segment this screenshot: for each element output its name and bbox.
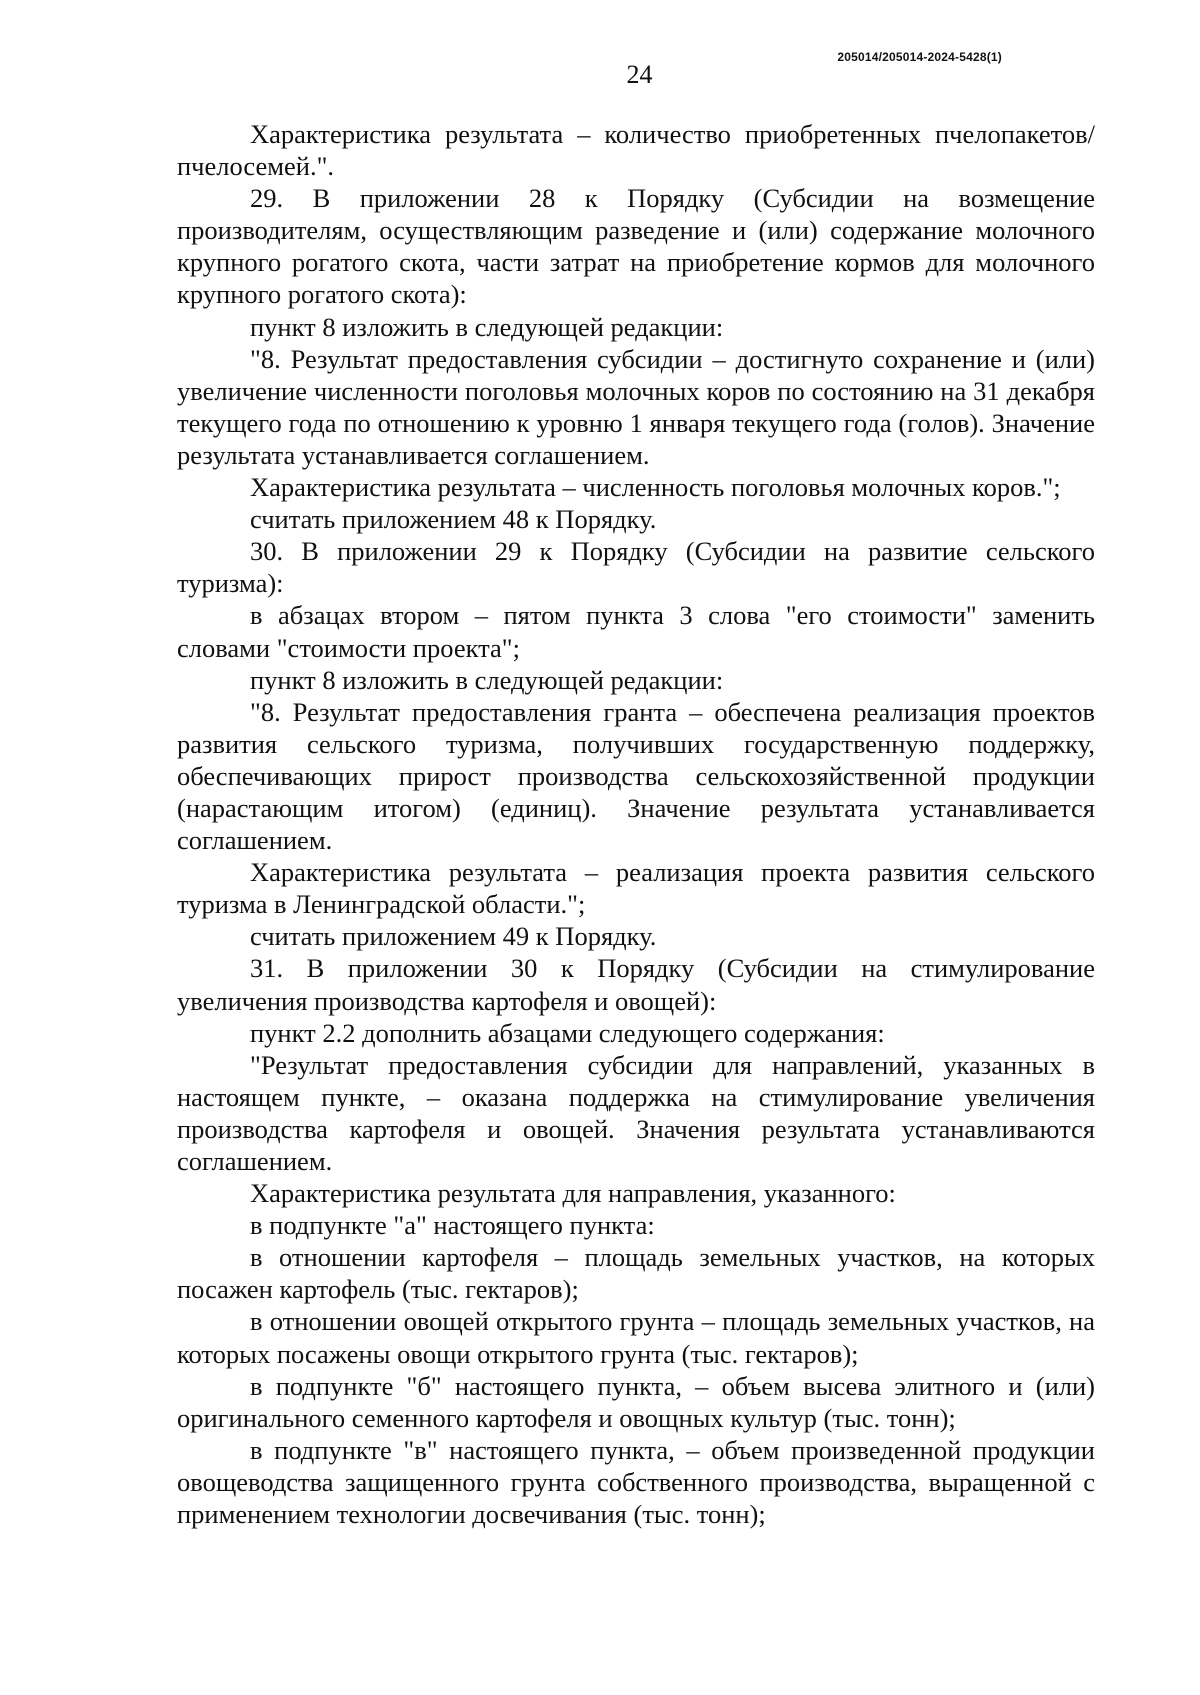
paragraph: пункт 8 изложить в следующей редакции: [250, 664, 724, 695]
paragraph: в отношении овощей открытого грунта – площадь земельных участков, на которых посажены овощи открытого грунта (тыс. гектаров); [177, 1306, 1095, 1369]
paragraph: в абзацах втором – пятом пункта 3 слова "его стоимости" заменить словами "стоимости проекта"; [177, 600, 1095, 663]
paragraph: 31. В приложении 30 к Порядку (Субсидии на стимулирование увеличения производства картофеля и овощей): [177, 953, 1095, 1016]
paragraph: считать приложением 48 к Порядку. [250, 504, 657, 535]
paragraph: в отношении картофеля – площадь земельных участков, на которых посажен картофель (тыс. гектаров); [177, 1242, 1095, 1305]
paragraph: пункт 2.2 дополнить абзацами следующего содержания: [250, 1017, 885, 1048]
paragraph: "8. Результат предоставления гранта – обеспечена реализация проектов развития сельского туризма, получивших государственную поддержку, обеспечивающих прирост производства сельскохозяйственной продукции (нарастающим итогом) (единиц). Значение результата устанавливается соглашением. [177, 696, 1095, 856]
paragraph: в подпункте "б" настоящего пункта, – объем высева элитного и (или) оригинального семенного картофеля и овощных культур (тыс. тонн); [177, 1370, 1095, 1433]
paragraph: "Результат предоставления субсидии для направлений, указанных в настоящем пункте, – оказана поддержка на стимулирование увеличения производства картофеля и овощей. Значения результата устанавливаются соглашением. [177, 1049, 1095, 1176]
paragraph: Характеристика результата – численность поголовья молочных коров."; [250, 472, 1061, 503]
paragraph: Характеристика результата – реализация проекта развития сельского туризма в Ленинградской области."; [177, 857, 1095, 920]
document-body [177, 118, 1095, 1530]
paragraph: пункт 8 изложить в следующей редакции: [250, 311, 724, 342]
paragraph: Характеристика результата – количество приобретенных пчелопакетов/пчелосемей.". [177, 119, 1095, 182]
paragraph: Характеристика результата для направления, указанного: [250, 1178, 896, 1209]
paragraph: "8. Результат предоставления субсидии – достигнуто сохранение и (или) увеличение численности поголовья молочных коров по состоянию на 31 декабря текущего года по отношению к уровню 1 января текущего года (голов). Значение результата устанавливается соглашением. [177, 343, 1095, 470]
page-number: 24 [626, 60, 653, 89]
paragraph: в подпункте "а" настоящего пункта: [250, 1210, 655, 1241]
paragraph: 30. В приложении 29 к Порядку (Субсидии на развитие сельского туризма): [177, 536, 1095, 599]
paragraph: 29. В приложении 28 к Порядку (Субсидии на возмещение производителям, осуществляющим разведение и (или) содержание молочного крупного рогатого скота, части затрат на приобретение кормов для молочного крупного рогатого скота): [177, 183, 1095, 310]
paragraph: считать приложением 49 к Порядку. [250, 921, 657, 952]
paragraph: в подпункте "в" настоящего пункта, – объем произведенной продукции овощеводства защищенного грунта собственного производства, выращенной с применением технологии досвечивания (тыс. тонн); [177, 1434, 1095, 1530]
document-id: 205014/205014-2024-5428(1) [837, 50, 1002, 64]
